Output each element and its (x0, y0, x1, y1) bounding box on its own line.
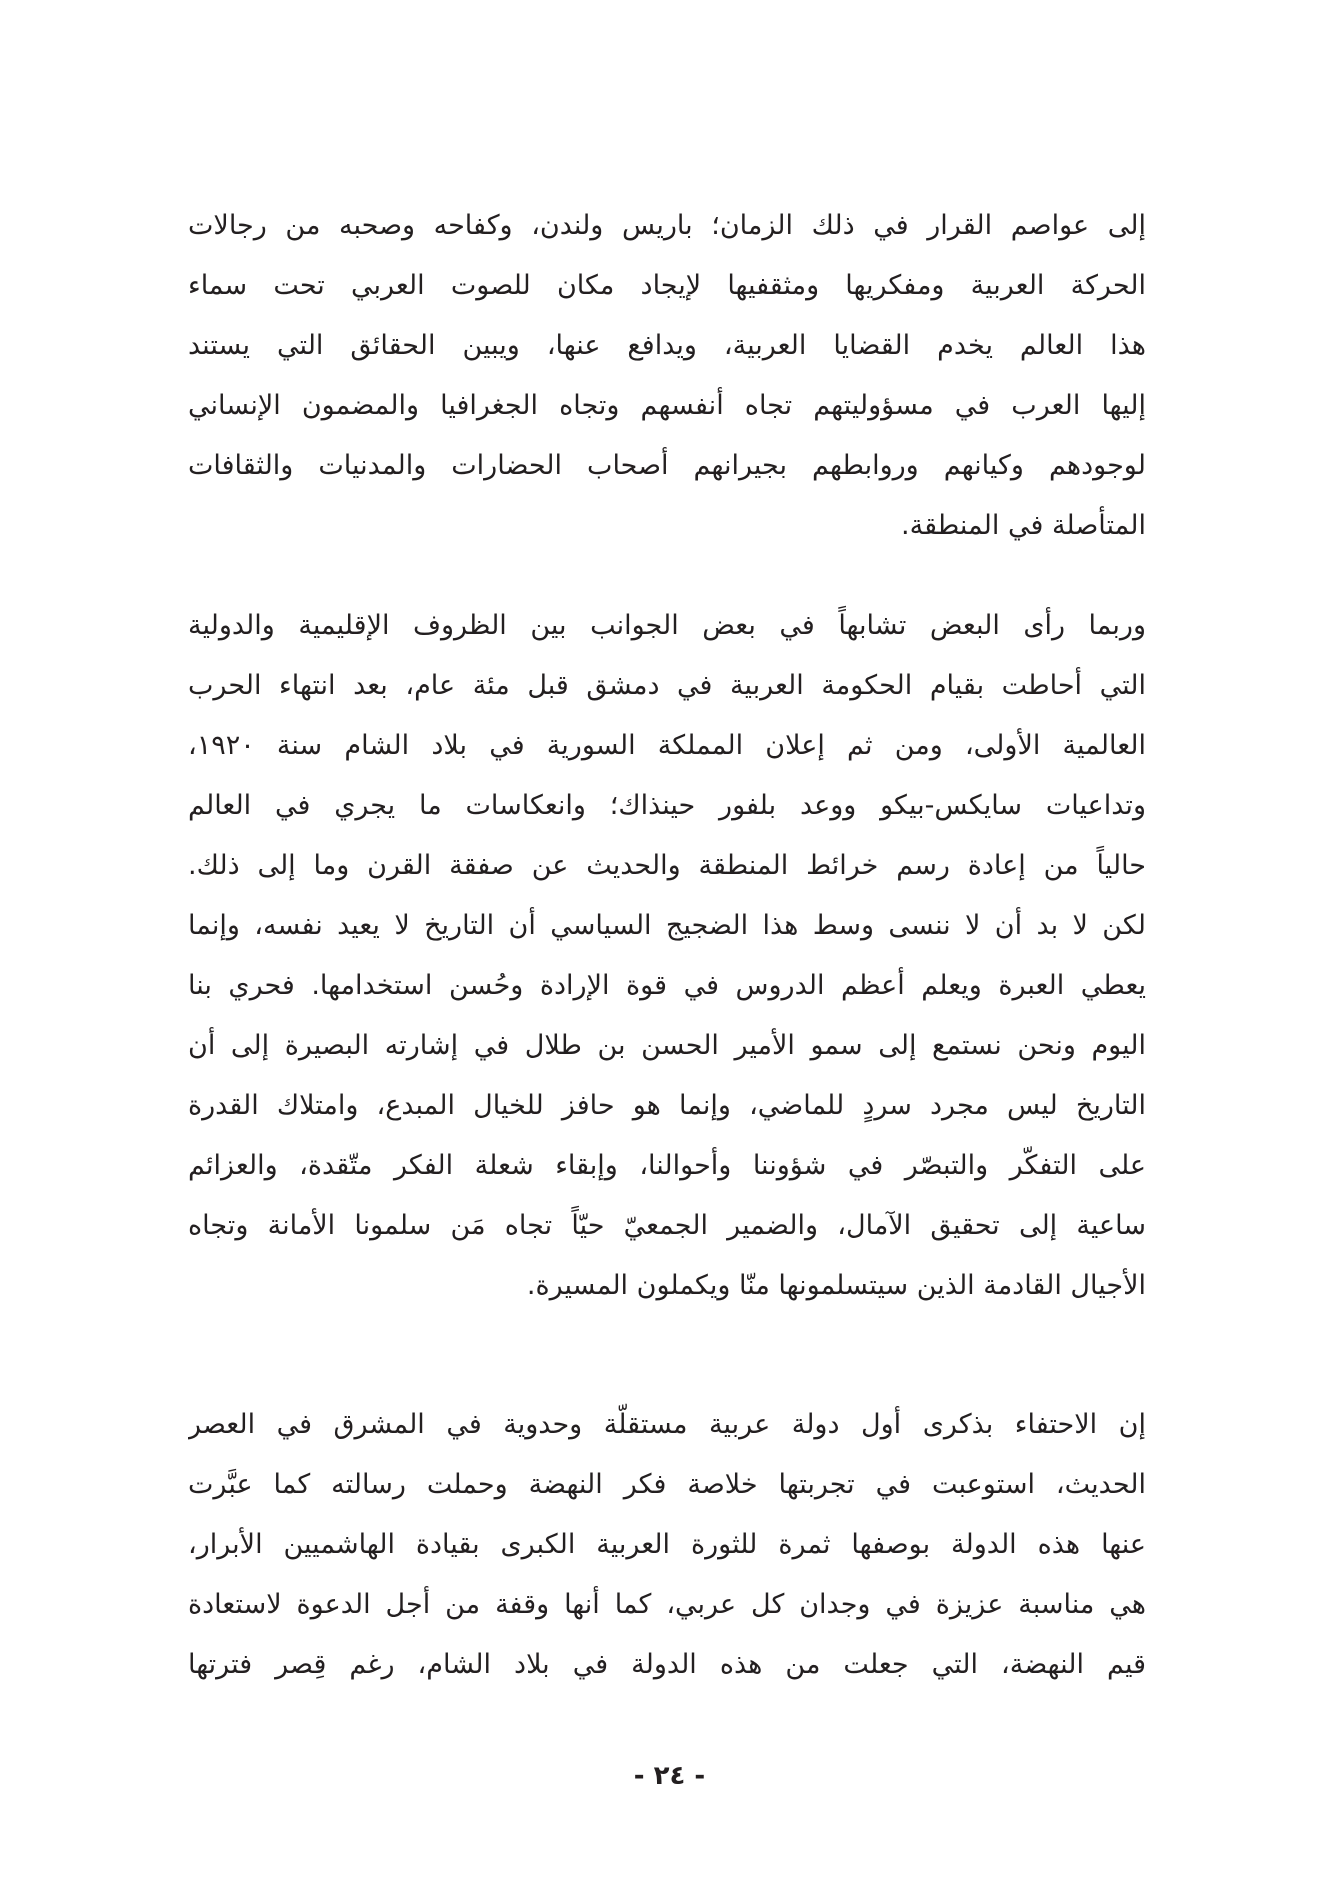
text-line: وتداعيات سايكس-بيكو ووعد بلفور حينذاك؛ وانعكاسات ما يجري في العالم (188, 790, 1146, 821)
text-line: التاريخ ليس مجرد سردٍ للماضي، وإنما هو حافز للخيال المبدع، وامتلاك القدرة (188, 1090, 1146, 1121)
paragraph-2 (188, 596, 1146, 1316)
text-line: إن الاحتفاء بذكرى أول دولة عربية مستقلّة وحدوية في المشرق في العصر (188, 1409, 1146, 1440)
text-line: اليوم ونحن نستمع إلى سمو الأمير الحسن بن طلال في إشارته البصيرة إلى أن (188, 1030, 1146, 1061)
text-line: العالمية الأولى، ومن ثم إعلان المملكة السورية في بلاد الشام سنة ١٩٢٠، (188, 730, 1146, 761)
text-line: الحركة العربية ومفكريها ومثقفيها لإيجاد مكان للصوت العربي تحت سماء (188, 270, 1146, 301)
text-line: الحديث، استوعبت في تجربتها خلاصة فكر النهضة وحملت رسالته كما عبَّرت (188, 1469, 1146, 1500)
text-line: لوجودهم وكيانهم وروابطهم بجيرانهم أصحاب الحضارات والمدنيات والثقافات (188, 450, 1146, 481)
text-line: يعطي العبرة ويعلم أعظم الدروس في قوة الإرادة وحُسن استخدامها. فحري بنا (188, 970, 1146, 1001)
paragraph-1 (188, 196, 1146, 556)
text-line: إليها العرب في مسؤوليتهم تجاه أنفسهم وتجاه الجغرافيا والمضمون الإنساني (188, 390, 1146, 421)
text-line: التي أحاطت بقيام الحكومة العربية في دمشق قبل مئة عام، بعد انتهاء الحرب (188, 670, 1146, 701)
page-number: - ٢٤ - (633, 1761, 706, 1791)
text-line: الأجيال القادمة الذين سيتسلمونها منّا ويكملون المسيرة. (526, 1270, 1146, 1301)
text-line: حالياً من إعادة رسم خرائط المنطقة والحديث عن صفقة القرن وما إلى ذلك. (188, 850, 1146, 881)
text-line: وربما رأى البعض تشابهاً في بعض الجوانب بين الظروف الإقليمية والدولية (188, 610, 1146, 641)
text-line: إلى عواصم القرار في ذلك الزمان؛ باريس ولندن، وكفاحه وصحبه من رجالات (188, 210, 1146, 241)
text-line: لكن لا بد أن لا ننسى وسط هذا الضجيج السياسي أن التاريخ لا يعيد نفسه، وإنما (188, 910, 1146, 941)
text-line: عنها هذه الدولة بوصفها ثمرة للثورة العربية الكبرى بقيادة الهاشميين الأبرار، (188, 1529, 1146, 1560)
text-line: على التفكّر والتبصّر في شؤوننا وأحوالنا، وإبقاء شعلة الفكر متّقدة، والعزائم (188, 1150, 1146, 1181)
text-line: هذا العالم يخدم القضايا العربية، ويدافع عنها، ويبين الحقائق التي يستند (188, 330, 1146, 361)
text-line: ساعية إلى تحقيق الآمال، والضمير الجمعيّ حيّاً تجاه مَن سلمونا الأمانة وتجاه (188, 1210, 1146, 1241)
paragraph-3 (188, 1395, 1146, 1695)
text-line: قيم النهضة، التي جعلت من هذه الدولة في بلاد الشام، رغم قِصر فترتها (188, 1649, 1146, 1680)
text-line: هي مناسبة عزيزة في وجدان كل عربي، كما أنها وقفة من أجل الدعوة لاستعادة (188, 1589, 1146, 1620)
text-line: المتأصلة في المنطقة. (901, 510, 1146, 541)
